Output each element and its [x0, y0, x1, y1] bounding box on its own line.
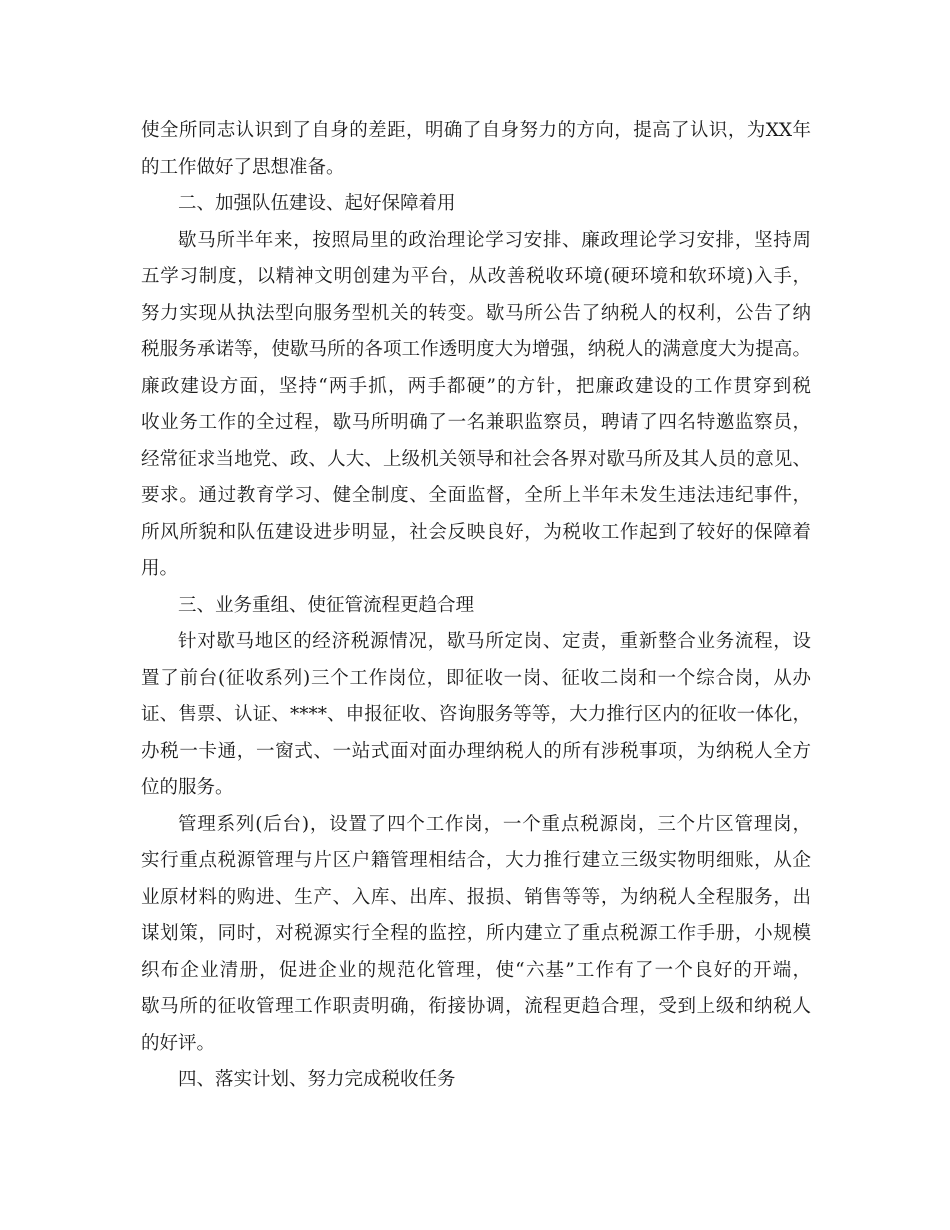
- paragraph: [141, 807, 811, 1063]
- text-line: 使全所同志认识到了自身的差距，明确了自身努力的方向，提高了认识，为XX年: [141, 120, 811, 141]
- text-line: 收业务工作的全过程，歇马所明确了一名兼职监察员，聘请了四名特邀监察员，: [141, 412, 811, 433]
- heading-text: 四、落实计划、努力完成税收任务: [178, 1069, 456, 1090]
- text-line: 位的服务。: [141, 777, 234, 798]
- section-heading: [141, 588, 811, 625]
- text-line: 廉政建设方面，坚持“两手抓，两手都硬”的方针，把廉政建设的工作贯穿到税: [141, 375, 811, 397]
- section-heading: [141, 1062, 811, 1099]
- text-line: 歇马所半年来，按照局里的政治理论学习安排、廉政理论学习安排，坚持周: [178, 229, 811, 251]
- heading-text: 二、加强队伍建设、起好保障着用: [178, 193, 456, 214]
- text-line: 经常征求当地党、政、人大、上级机关领导和社会各界对歇马所及其人员的意见、: [141, 448, 811, 470]
- text-line: 证、售票、认证、****、申报征收、咨询服务等等，大力推行区内的征收一体化，: [141, 704, 811, 725]
- text-line: 歇马所的征收管理工作职责明确，衔接协调，流程更趋合理，受到上级和纳税人: [141, 996, 811, 1017]
- text-line: 置了前台(征收系列)三个工作岗位，即征收一岗、征收二岗和一个综合岗，从办: [141, 667, 811, 689]
- text-line: 用。: [141, 558, 179, 579]
- text-line: 要求。通过教育学习、健全制度、全面监督，全所上半年未发生违法违纪事件，: [141, 485, 811, 506]
- text-line: 谋划策，同时，对税源实行全程的监控，所内建立了重点税源工作手册，小规模: [141, 923, 811, 944]
- paragraph: [141, 223, 811, 588]
- document-body: [141, 113, 811, 1099]
- text-line: 所风所貌和队伍建设进步明显，社会反映良好，为税收工作起到了较好的保障着: [141, 521, 811, 543]
- text-line: 针对歇马地区的经济税源情况，歇马所定岗、定责，重新整合业务流程，设: [178, 631, 811, 652]
- heading-text: 三、业务重组、使征管流程更趋合理: [178, 594, 475, 616]
- text-line: 实行重点税源管理与片区户籍管理相结合，大力推行建立三级实物明细账，从企: [141, 850, 811, 871]
- text-line: 织布企业清册，促进企业的规范化管理，使“六基”工作有了一个良好的开端，: [141, 959, 811, 981]
- text-line: 努力实现从执法型向服务型机关的转变。歇马所公告了纳税人的权利，公告了纳: [141, 302, 811, 324]
- text-line: 五学习制度，以精神文明创建为平台，从改善税收环境(硬环境和软环境)入手，: [141, 266, 811, 287]
- text-line: 税服务承诺等，使歇马所的各项工作透明度大为增强，纳税人的满意度大为提高。: [141, 339, 811, 360]
- text-line: 业原材料的购进、生产、入库、出库、报损、销售等等，为纳税人全程服务，出: [141, 886, 811, 908]
- paragraph: [141, 113, 811, 186]
- text-line: 管理系列(后台)，设置了四个工作岗，一个重点税源岗，三个片区管理岗，: [178, 813, 811, 835]
- text-line: 办税一卡通，一窗式、一站式面对面办理纳税人的所有涉税事项，为纳税人全方: [141, 740, 811, 762]
- text-line: 的好评。: [141, 1032, 216, 1054]
- text-line: 的工作做好了思想准备。: [141, 156, 345, 178]
- paragraph: [141, 624, 811, 807]
- section-heading: [141, 186, 811, 223]
